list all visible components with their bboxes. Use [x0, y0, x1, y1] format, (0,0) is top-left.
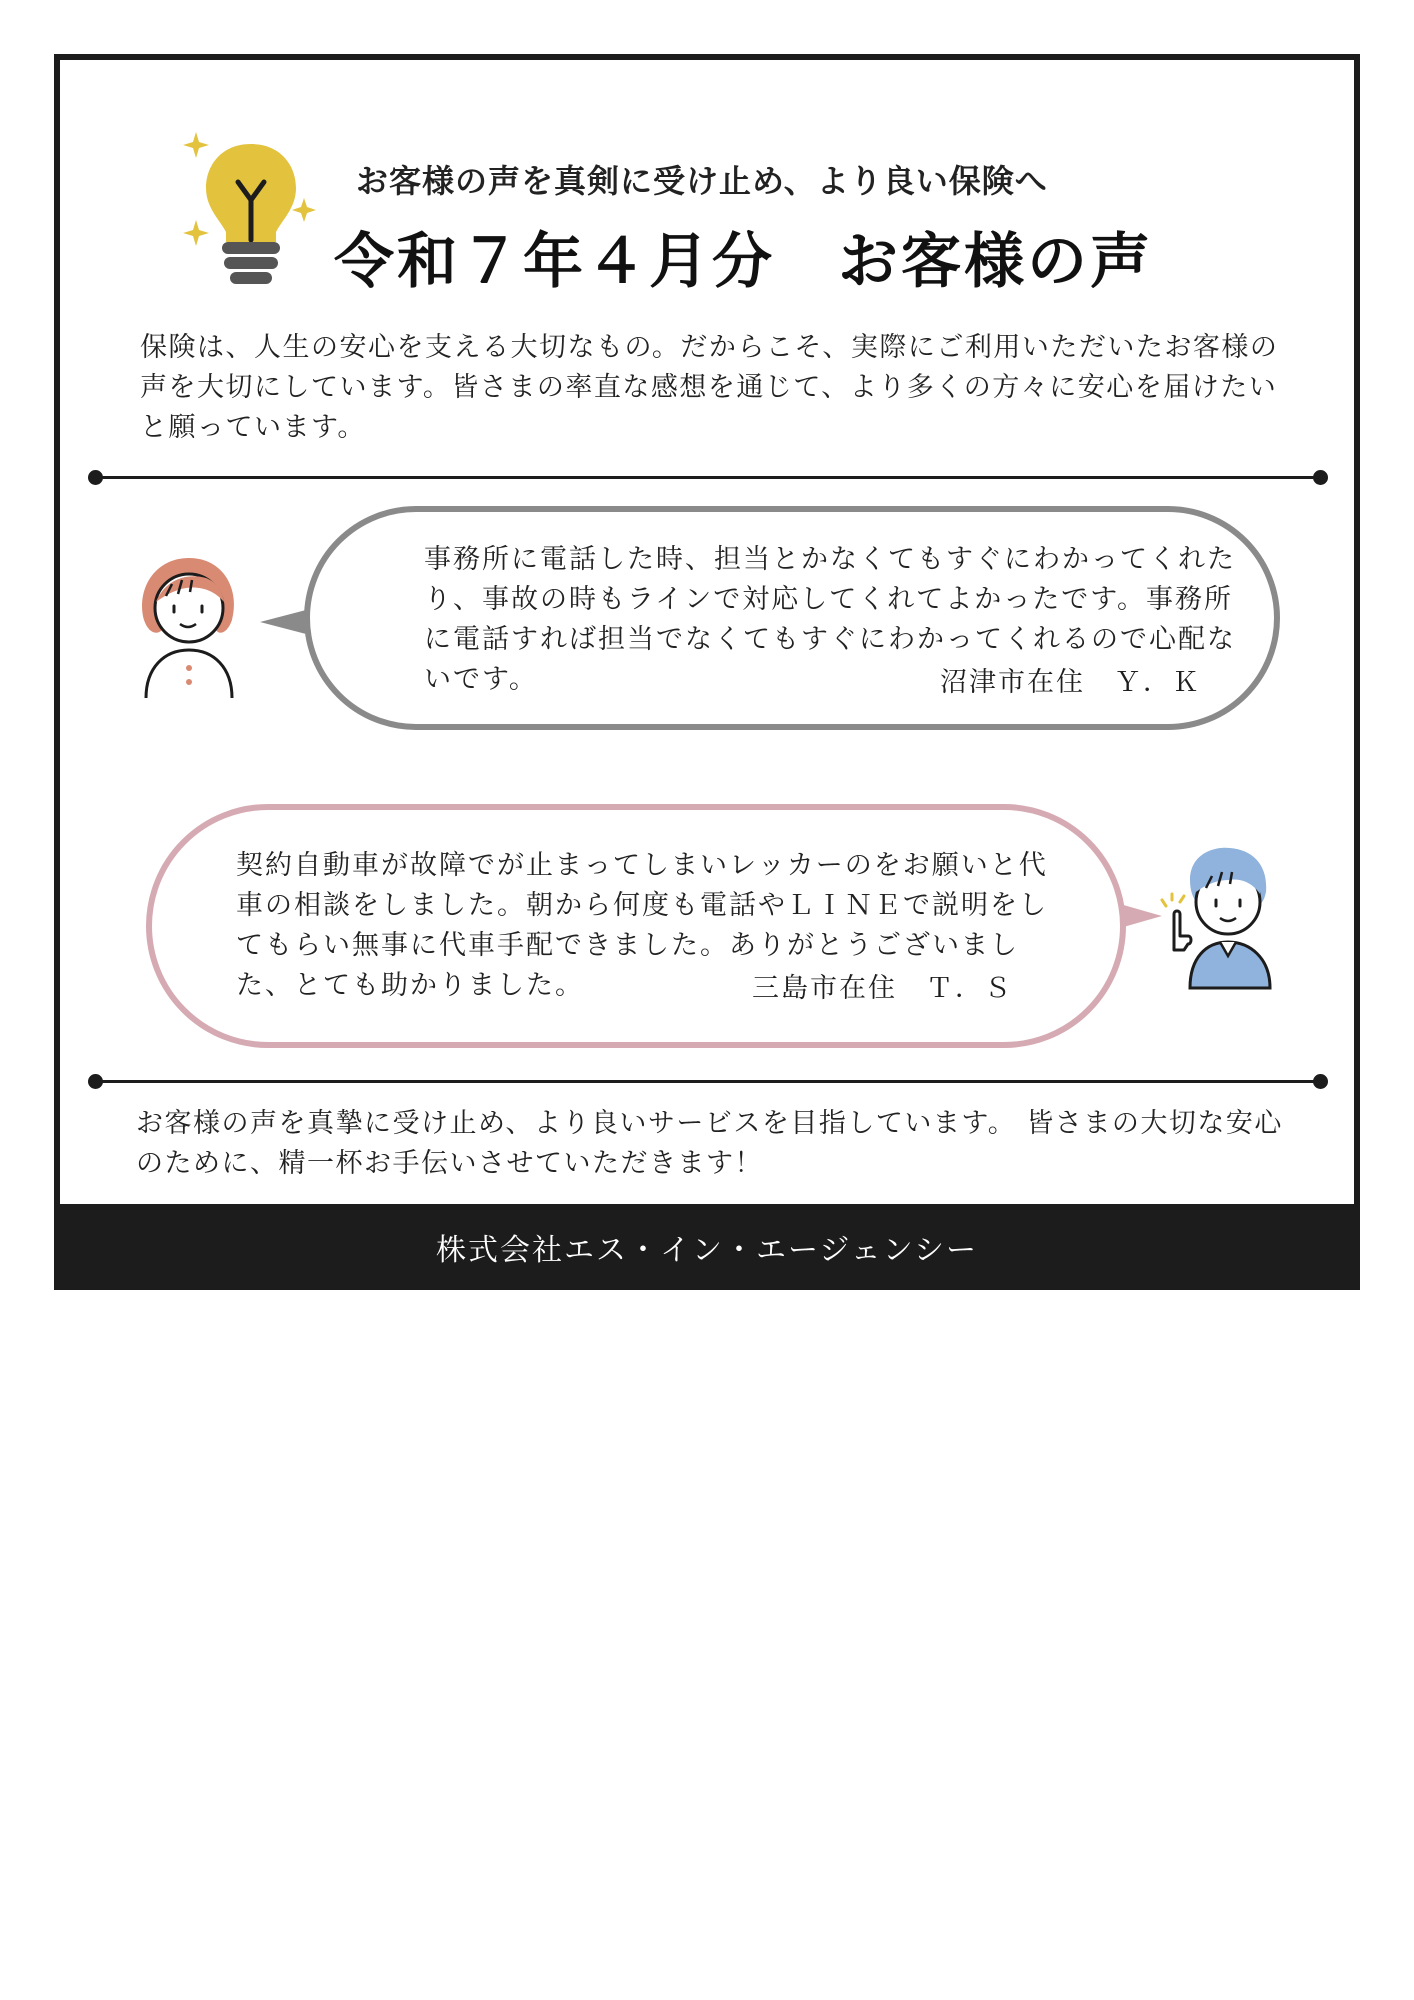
- testimonial-signature-2: 三島市在住 Ｔ．Ｓ: [752, 973, 1013, 1004]
- company-name: 株式会社エス・イン・エージェンシー: [435, 1233, 979, 1268]
- man-avatar-icon: [1160, 840, 1280, 990]
- bubble-tail-2: [1120, 904, 1162, 928]
- intro-paragraph: 保険は、人生の安心を支える大切なもの。だからこそ、実際にご利用いただいたお客様の声を大切にしています。皆さまの率直な感想を通じて、より多くの方々に安心を届けたいと願っています。: [140, 332, 1279, 443]
- page-title: 令和７年４月分 お客様の声: [334, 227, 1153, 297]
- divider-dot-left: [88, 1074, 103, 1089]
- page-subtitle: お客様の声を真剣に受け止め、より良い保険へ: [356, 162, 1048, 200]
- divider-bottom: [94, 1080, 1322, 1083]
- closing-paragraph: お客様の声を真摯に受け止め、より良いサービスを目指しています。 皆さまの大切な安心のために、精一杯お手伝いさせていただきます！: [136, 1108, 1283, 1179]
- lightbulb-icon: [176, 124, 326, 294]
- divider-dot-left: [88, 470, 103, 485]
- divider-dot-right: [1313, 470, 1328, 485]
- testimonial-text-1: 事務所に電話した時、担当とかなくてもすぐにわかってくれたり、事故の時もラインで対応してくれてよかったです。事務所に電話すれば担当でなくてもすぐにわかってくれるので心配ないです。: [424, 544, 1236, 695]
- testimonial-signature-1: 沼津市在住 Ｙ．Ｋ: [940, 667, 1201, 698]
- divider-top: [94, 476, 1322, 479]
- woman-avatar-icon: [134, 550, 244, 700]
- divider-dot-right: [1313, 1074, 1328, 1089]
- bubble-tail-1: [260, 610, 306, 634]
- footer-band: [54, 1204, 1360, 1290]
- testimonial-text-2: 契約自動車が故障でが止まってしまいレッカーのをお願いと代車の相談をしました。朝から何度も電話やＬＩＮＥで説明をしてもらい無事に代車手配できました。ありがとうございました、とても助かりました。: [236, 850, 1048, 1001]
